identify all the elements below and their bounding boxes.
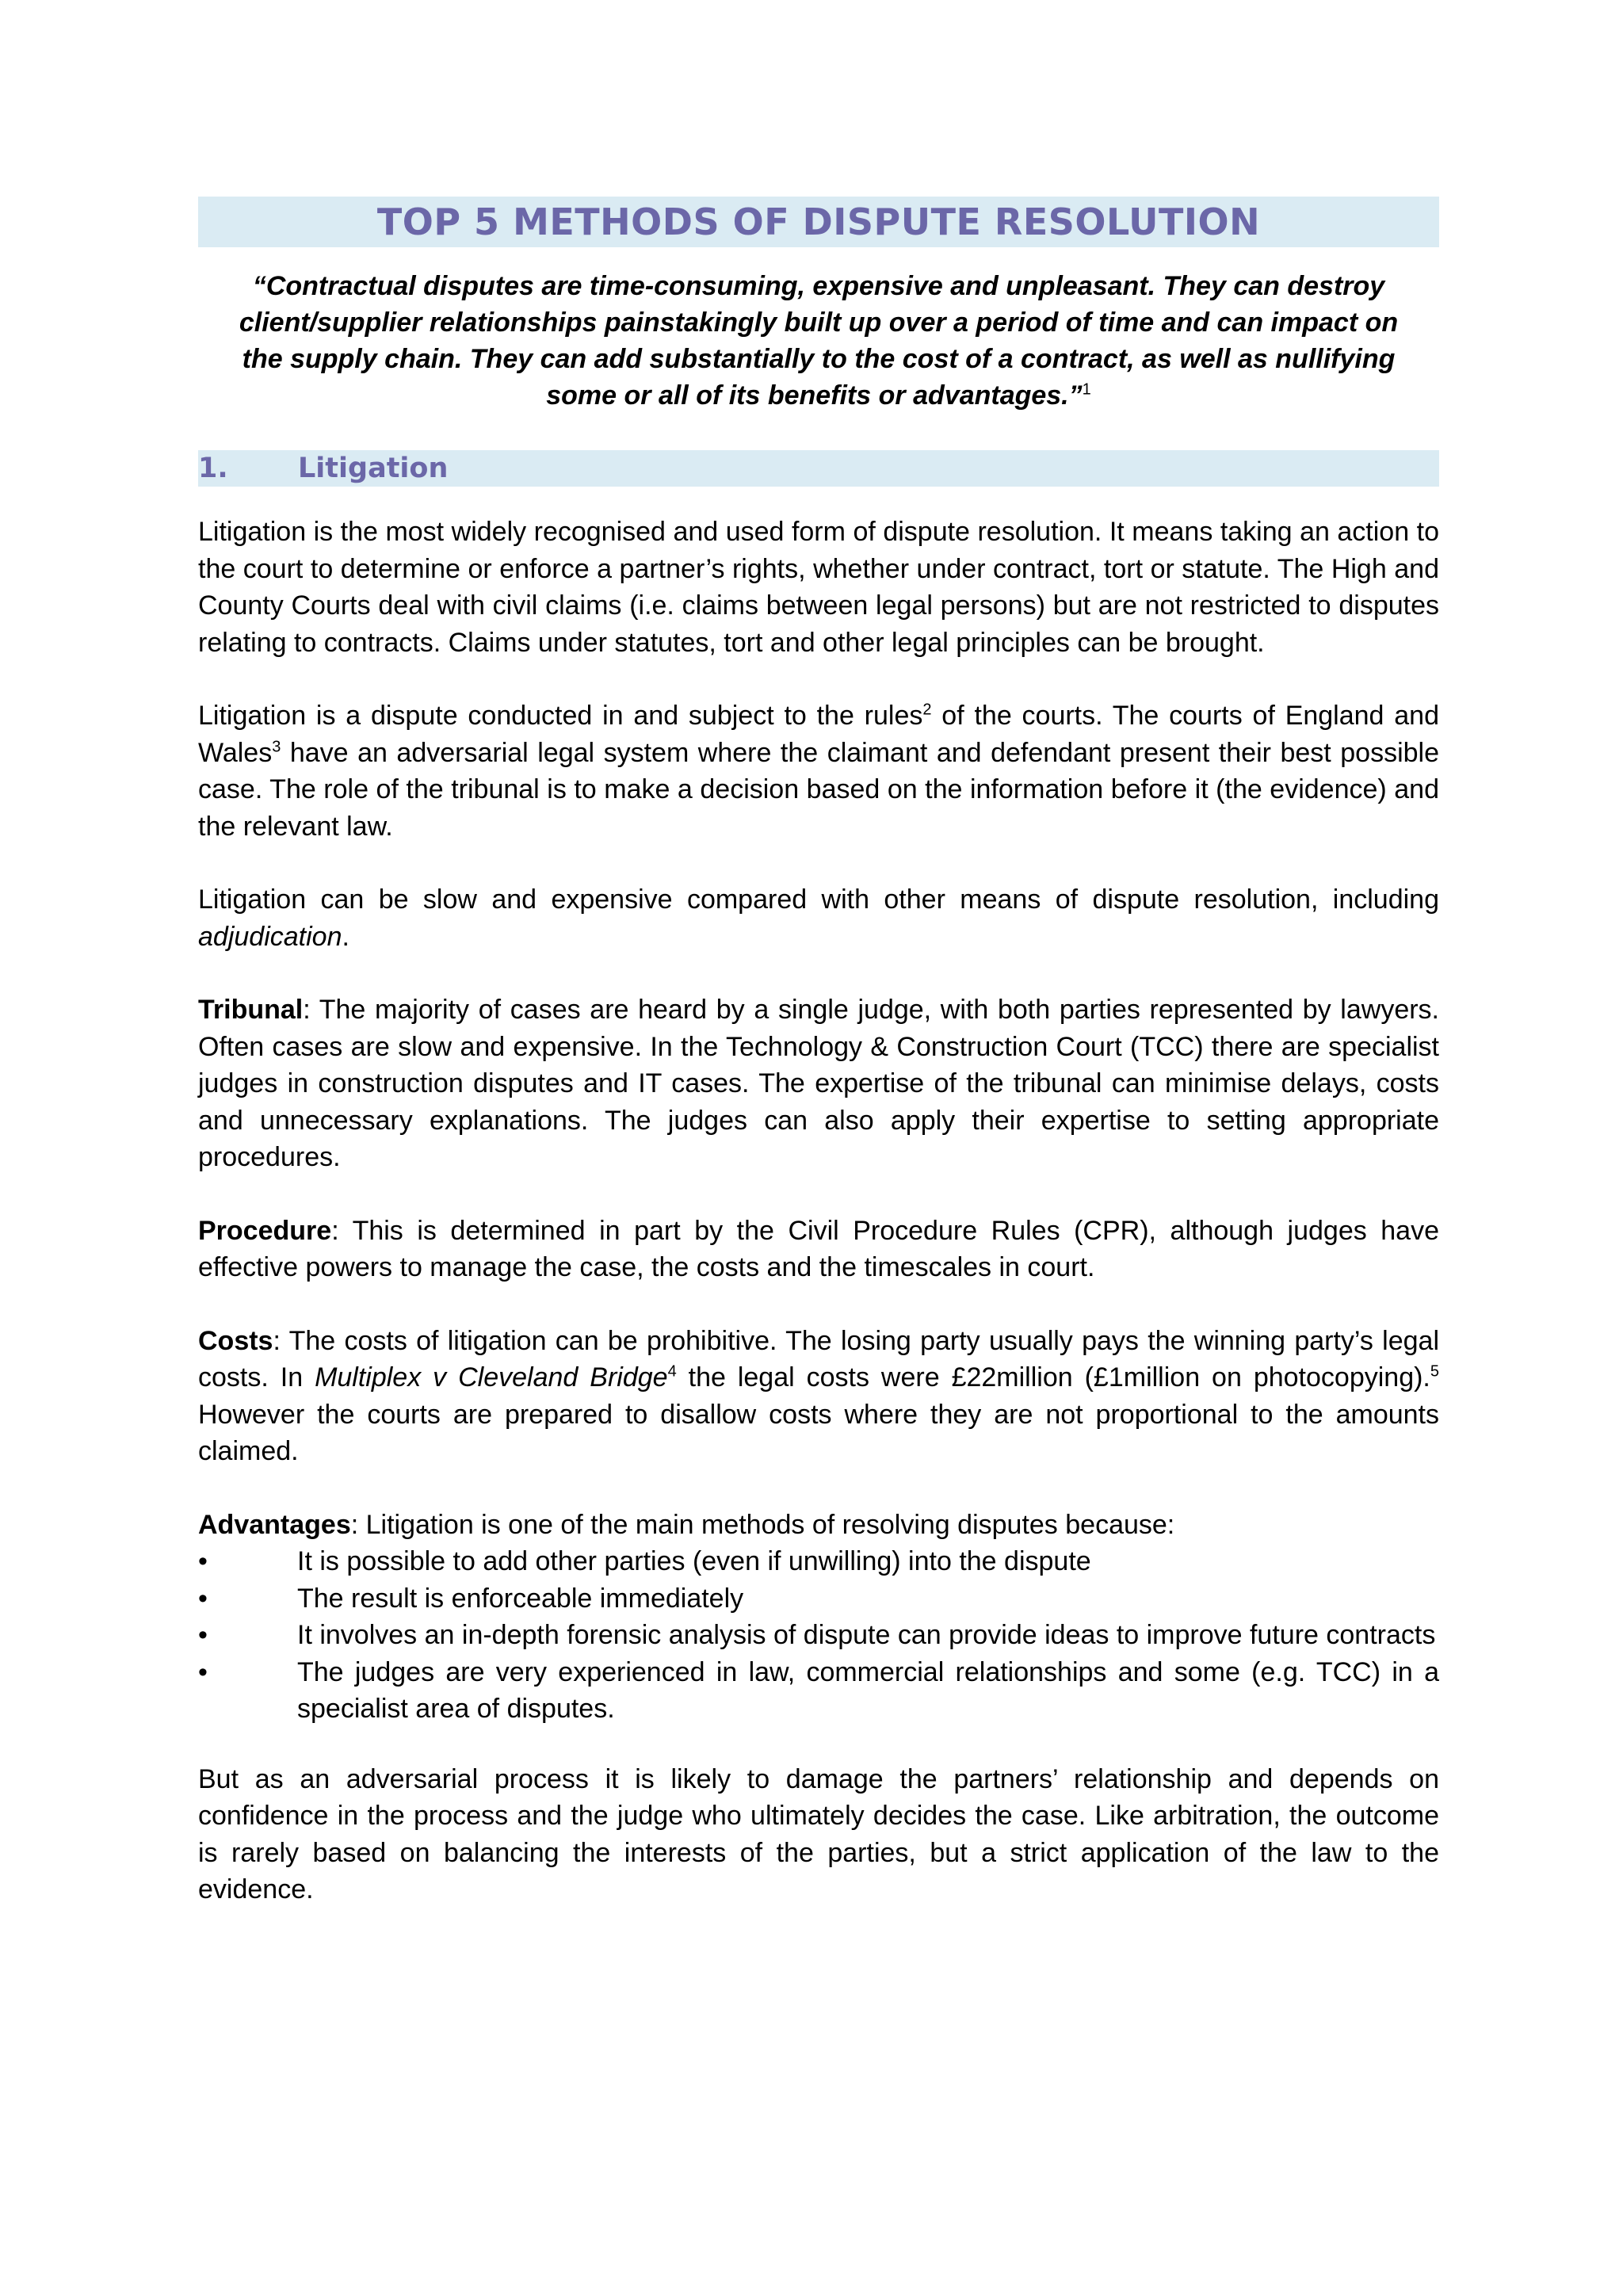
case-name: Multiplex v Cleveland Bridge bbox=[315, 1362, 668, 1392]
title-banner bbox=[198, 197, 1439, 247]
list-item-text: The result is enforceable immediately bbox=[297, 1583, 744, 1614]
footnote-ref-1: 1 bbox=[1082, 380, 1091, 399]
list-item-text: The judges are very experienced in law, commercial relationships and some (e.g. TCC) in a specialist area of disputes. bbox=[297, 1656, 1439, 1724]
tribunal-text: : The majority of cases are heard by a single judge, with both parties represented by lawyers. Often cases are slow and expensive. In the Technology & Construction Court (TCC) there are specialist judges in construction disputes and IT cases. The expertise of the tribunal can minimise delays, costs and unnecessary explanations. The judges can also apply their expertise to setting appropriate procedures. bbox=[198, 995, 1439, 1172]
costs-part1: : The costs of litigation can be prohibitive. The losing party usually pays the winning party’s legal costs. In bbox=[198, 1325, 1439, 1392]
bullet-icon: • bbox=[198, 1546, 208, 1576]
para2-part1: Litigation is a dispute conducted in and subject to the rules bbox=[198, 701, 923, 731]
paragraph-intro: Litigation is the most widely recognised and used form of dispute resolution. It means taking an action to the court to determine or enforce a partner’s rights, whether under contract, tort or statute. The High and County Courts deal with civil claims (i.e. claims between legal persons) but are not restricted to disputes relating to contracts. Claims under statutes, tort and other legal principles can be brought. bbox=[198, 517, 1439, 658]
opening-quote bbox=[222, 268, 1415, 414]
bullet-icon: • bbox=[198, 1656, 208, 1687]
list-item-text: It involves an in-depth forensic analysis of dispute can provide ideas to improve future contracts bbox=[297, 1620, 1436, 1650]
advantages-text: : Litigation is one of the main methods of resolving disputes because: bbox=[350, 1509, 1175, 1540]
paragraph-cost-comparison bbox=[198, 881, 1439, 955]
list-item bbox=[198, 1617, 1439, 1654]
procedure-text: : This is determined in part by the Civil Procedure Rules (CPR), although judges have effective powers to manage the case, the costs and the timescales in court. bbox=[198, 1215, 1439, 1282]
advantages-list bbox=[198, 1543, 1439, 1728]
section-title: Litigation bbox=[298, 453, 449, 484]
para3-part2: . bbox=[342, 921, 349, 952]
list-item bbox=[198, 1580, 1439, 1618]
footnote-ref-2: 2 bbox=[922, 701, 932, 719]
bullet-icon: • bbox=[198, 1620, 208, 1650]
section-number: 1. bbox=[198, 453, 228, 484]
footnote-ref-5: 5 bbox=[1430, 1362, 1439, 1381]
paragraph-costs bbox=[198, 1323, 1439, 1470]
quote-text: “Contractual disputes are time-consuming, expensive and unpleasant. They can destroy client/supplier relationships painstakingly built up over a period of time and can impact on the supply chain. They can add substantially to the cost of a contract, as well as nullifying some or all of its benefits or advantages.” bbox=[239, 271, 1399, 411]
para2-part3: have an adversarial legal system where the claimant and defendant present their best possible case. The role of the tribunal is to make a decision based on the information before it (the evidence) and the relevant law. bbox=[198, 737, 1439, 842]
costs-part3: However the courts are prepared to disallow costs where they are not proportional to the amounts claimed. bbox=[198, 1399, 1439, 1466]
paragraph-advantages bbox=[198, 1507, 1439, 1544]
paragraph-procedure bbox=[198, 1213, 1439, 1286]
section-heading-litigation bbox=[198, 450, 1439, 487]
paragraph-closing: But as an adversarial process it is likely to damage the partners’ relationship and depends on confidence in the process and the judge who ultimately decides the case. Like arbitration, the outcome is rarely based on balancing the interests of the parties, but a strict application of the law to the evidence. bbox=[198, 1763, 1439, 1904]
procedure-label: Procedure bbox=[198, 1215, 332, 1246]
paragraph-tribunal bbox=[198, 991, 1439, 1176]
list-item-text: It is possible to add other parties (even if unwilling) into the dispute bbox=[297, 1546, 1091, 1576]
footnote-ref-3: 3 bbox=[272, 738, 281, 756]
bullet-icon: • bbox=[198, 1583, 208, 1614]
footnote-ref-4: 4 bbox=[667, 1362, 677, 1381]
para2-part2: of the courts. The courts of England and Wales bbox=[198, 701, 1439, 768]
document-title: TOP 5 METHODS OF DISPUTE RESOLUTION bbox=[376, 201, 1261, 243]
para3-italic: adjudication bbox=[198, 921, 342, 952]
paragraph-rules bbox=[198, 697, 1439, 845]
list-item bbox=[198, 1654, 1439, 1728]
costs-part2: the legal costs were £22million (£1million on photocopying). bbox=[676, 1362, 1430, 1392]
document-content bbox=[198, 197, 1439, 1908]
advantages-label: Advantages bbox=[198, 1509, 351, 1540]
tribunal-label: Tribunal bbox=[198, 995, 304, 1025]
list-item bbox=[198, 1543, 1439, 1580]
costs-label: Costs bbox=[198, 1325, 273, 1356]
para3-part1: Litigation can be slow and expensive compared with other means of dispute resolution, including bbox=[198, 884, 1439, 915]
